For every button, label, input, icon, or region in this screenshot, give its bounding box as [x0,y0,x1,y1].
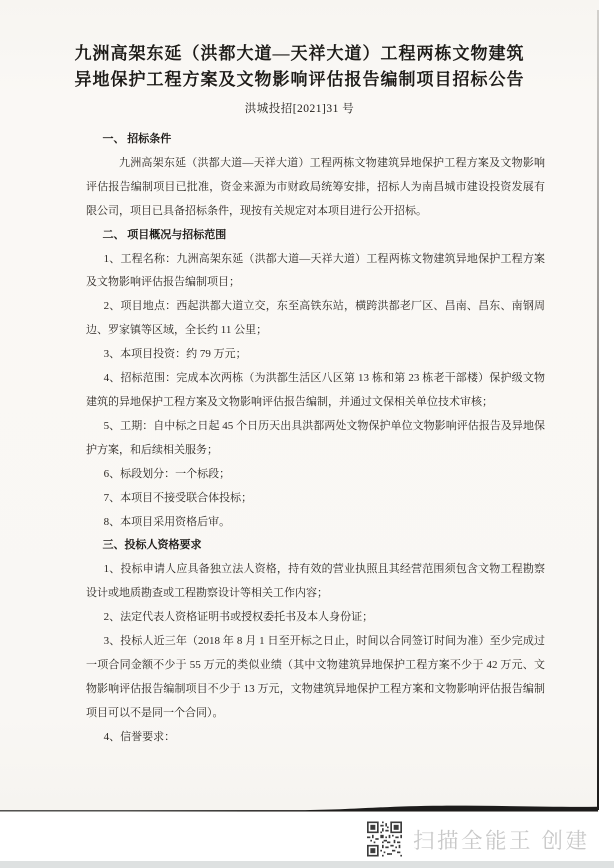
paragraph: 2、项目地点：西起洪都大道立交，东至高铁东站，横跨洪都老厂区、昌南、昌东、南钢周边、罗家镇等区域，全长约 11 公里； [86,300,545,337]
page-title [0,41,599,93]
paragraph: 1、投标申请人应具备独立法人资格，持有效的营业执照且其经营范围须包含文物工程勘察设计或地质勘查或工程勘察设计等相关工作内容； [86,563,545,600]
watermark-text: 扫描全能王 创建 [413,828,590,853]
camscanner-watermark [367,819,589,859]
paragraph: 7、本项目不接受联合体投标； [103,491,253,504]
paragraph: 3、投标人近三年（2018 年 8 月 1 日至开标之日止，时间以合同签订时间为准）至少完成过一项合同金额不少于 55 万元的类似业绩（其中文物建筑异地保护工程方案不少于 42 万元、文物影响评估报告编制项目不少于 13 万元，文物建筑异地保护工程方案和文物影响评估报告编制项目可以不是同一个合同）。 [86,635,545,719]
paragraph: 九洲高架东延（洪都大道—天祥大道）工程两栋文物建筑异地保护工程方案及文物影响评估报告编制项目已批准，资金来源为市财政局统筹安排，招标人为南昌城市建设投资发展有限公司，项目已具备招标条件，现按有关规定对本项目进行公开招标。 [86,156,545,217]
paper-bottom-edge-shadow [0,802,599,813]
paragraph: 3、本项目投资：约 79 万元； [103,348,247,361]
paragraph: 6、标段划分：一个标段； [103,467,231,480]
paragraph: 5、工期：自中标之日起 45 个日历天出具洪都两处文物保护单位文物影响评估报告及异地保护方案，和后续相关服务； [86,419,545,456]
qr-code-icon [367,821,402,857]
paragraph: 4、招标范围：完成本次两栋（为洪都生活区八区第 13 栋和第 23 栋老干部楼）保护级文物建筑的异地保护工程方案及文物影响评估报告编制，并通过文保相关单位技术审核； [86,372,545,408]
paragraph: 2、法定代表人资格证明书或授权委托书及本人身份证； [103,611,374,624]
document-body [86,128,545,750]
section-heading-bid-conditions: 一、 招标条件 [102,133,172,145]
section-heading-project-overview: 二、 项目概况与招标范围 [102,228,227,241]
paragraph: 8、本项目采用资格后审。 [103,515,231,528]
document-number: 洪城投招[2021]31 号 [244,103,355,115]
paper-right-edge-shadow [597,10,599,810]
scanner-bottom-strip [0,861,614,868]
title-line-1: 九洲高架东延（洪都大道—天祥大道）工程两栋文物建筑 [74,44,525,63]
section-heading-bidder-qualifications: 三、投标人资格要求 [102,539,202,552]
paragraph: 4、信誉要求： [103,730,176,743]
paragraph: 1、工程名称：九洲高架东延（洪都大道—天祥大道）工程两栋文物建筑异地保护工程方案及文物影响评估报告编制项目； [86,252,545,289]
title-line-2: 异地保护工程方案及文物影响评估报告编制项目招标公告 [74,70,525,89]
